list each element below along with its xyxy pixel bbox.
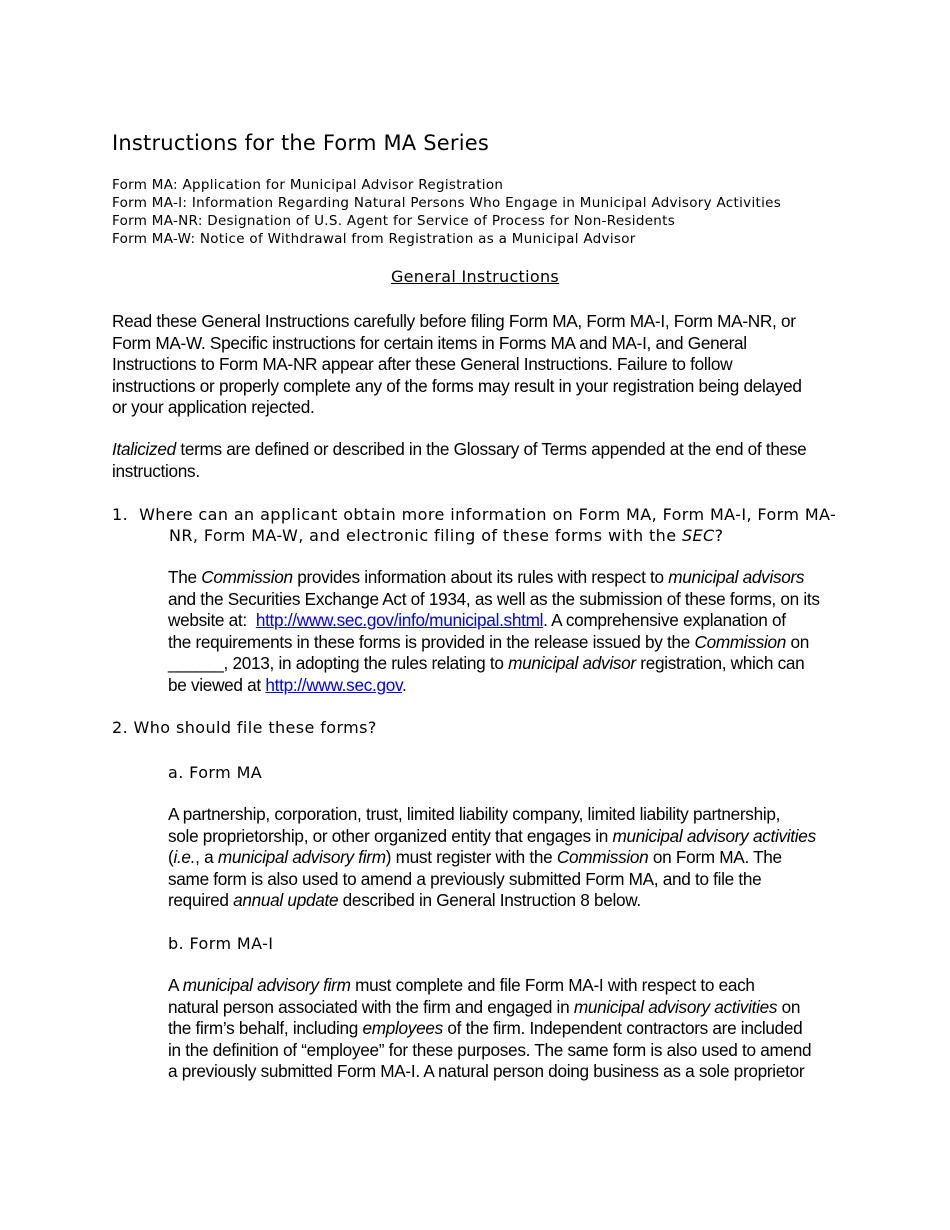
general-instructions-heading-text: General Instructions bbox=[390, 267, 560, 286]
italic-term: municipal advisory firm bbox=[217, 847, 386, 867]
paragraph-line bbox=[168, 975, 838, 997]
paragraph-line: Instructions to Form MA-NR appear after these General Instructions. Failure to follow bbox=[112, 354, 733, 374]
italic-term: SEC bbox=[681, 526, 715, 545]
italic-term: municipal advisory activities bbox=[573, 996, 778, 1017]
italic-term: Commission bbox=[201, 567, 293, 587]
question-line bbox=[112, 525, 842, 546]
text-run: required bbox=[168, 890, 234, 910]
text-run: must complete and file Form MA-I with respect to each bbox=[350, 975, 755, 995]
paragraph-line: or your application rejected. bbox=[112, 397, 315, 417]
form-list-item: Form MA: Application for Municipal Advisor Registration bbox=[112, 177, 504, 193]
text-run: website at: bbox=[168, 610, 252, 630]
paragraph-line bbox=[168, 610, 838, 632]
subheading-form-ma-i: b. Form MA-I bbox=[168, 934, 274, 953]
answer-1 bbox=[168, 567, 838, 696]
question-text: Where can an applicant obtain more information on Form MA, Form MA-I, Form MA- bbox=[139, 505, 837, 524]
document-title: Instructions for the Form MA Series bbox=[112, 131, 490, 155]
paragraph-line bbox=[168, 826, 838, 848]
text-run: ) must register with the bbox=[385, 847, 557, 867]
text-run: of the firm. Independent contractors are included bbox=[442, 1018, 803, 1038]
paragraph-line bbox=[168, 632, 838, 654]
paragraph-line: in the definition of “employee” for these purposes. The same form is also used to amend bbox=[168, 1039, 812, 1060]
paragraph-line bbox=[168, 653, 838, 675]
italics-note-paragraph bbox=[112, 439, 842, 482]
text-run: . A comprehensive explanation of bbox=[543, 610, 786, 630]
paragraph-line bbox=[112, 439, 842, 461]
italic-term: municipal advisors bbox=[668, 567, 805, 587]
paragraph-line bbox=[168, 567, 838, 589]
text-run: on Form MA. The bbox=[648, 847, 782, 867]
paragraph-line: same form is also used to amend a previously submitted Form MA, and to file the bbox=[168, 868, 762, 889]
form-list-item: Form MA-W: Notice of Withdrawal from Registration as a Municipal Advisor bbox=[112, 231, 636, 247]
question-number: 1. bbox=[112, 505, 129, 524]
text-run: ______, 2013, in adopting the rules relating to bbox=[168, 653, 509, 673]
answer-form-ma bbox=[168, 804, 838, 912]
italic-term: municipal advisor bbox=[508, 653, 636, 673]
intro-paragraph bbox=[112, 311, 842, 419]
text-run: registration, which can bbox=[635, 653, 805, 673]
paragraph-line bbox=[168, 675, 838, 697]
paragraph-line: instructions or properly complete any of the forms may result in your registration being delayed bbox=[112, 375, 802, 396]
subheading-form-ma: a. Form MA bbox=[168, 763, 263, 782]
text-run: ? bbox=[714, 526, 724, 545]
italic-term: employees bbox=[362, 1018, 443, 1038]
answer-form-ma-i bbox=[168, 975, 838, 1083]
italic-term: Commission bbox=[556, 847, 649, 867]
text-run: the requirements in these forms is provided in the release issued by the bbox=[168, 631, 695, 652]
text-run: A bbox=[168, 975, 183, 995]
text-run: , a bbox=[195, 847, 218, 867]
form-list bbox=[112, 176, 781, 248]
paragraph-line: instructions. bbox=[112, 460, 200, 481]
text-run: on bbox=[786, 631, 810, 652]
text-run: provides information about its rules with respect to bbox=[292, 567, 669, 587]
paragraph-line: Read these General Instructions carefully before filing Form MA, Form MA-I, Form MA-NR, or bbox=[112, 311, 796, 331]
question-1 bbox=[112, 504, 842, 546]
text-run: The bbox=[168, 567, 202, 587]
italic-term: municipal advisory activities bbox=[612, 825, 816, 846]
italic-term: Italicized bbox=[112, 439, 176, 459]
sec-home-link[interactable]: http://www.sec.gov bbox=[265, 674, 403, 695]
municipal-info-link[interactable]: http://www.sec.gov/info/municipal.shtml bbox=[255, 610, 544, 630]
paragraph-line bbox=[168, 997, 838, 1019]
paragraph-line: A partnership, corporation, trust, limited liability company, limited liability partnership, bbox=[168, 804, 781, 824]
text-run: on bbox=[777, 996, 801, 1017]
text-run: be viewed at bbox=[168, 674, 266, 695]
paragraph-line bbox=[168, 890, 838, 912]
paragraph-line bbox=[168, 847, 838, 869]
paragraph-line: and the Securities Exchange Act of 1934, as well as the submission of these forms, on its bbox=[168, 588, 820, 609]
text-run: . bbox=[402, 674, 407, 695]
paragraph-line: a previously submitted Form MA-I. A natural person doing business as a sole proprietor bbox=[168, 1061, 805, 1081]
text-run: described in General Instruction 8 below. bbox=[338, 890, 641, 910]
italic-term: i.e. bbox=[173, 847, 196, 867]
question-line bbox=[112, 504, 842, 525]
italic-term: annual update bbox=[233, 890, 339, 910]
text-run: sole proprietorship, or other organized entity that engages in bbox=[168, 825, 613, 846]
form-list-item: Form MA-I: Information Regarding Natural Persons Who Engage in Municipal Advisory Activities bbox=[112, 195, 782, 211]
paragraph-line: Form MA-W. Specific instructions for certain items in Forms MA and MA-I, and General bbox=[112, 332, 747, 353]
text-run: terms are defined or described in the Glossary of Terms appended at the end of these bbox=[175, 439, 807, 459]
italic-term: municipal advisory firm bbox=[182, 975, 351, 995]
form-list-item: Form MA-NR: Designation of U.S. Agent for Service of Process for Non-Residents bbox=[112, 213, 676, 229]
text-run: natural person associated with the firm and engaged in bbox=[168, 996, 574, 1017]
paragraph-line bbox=[168, 1018, 838, 1040]
italic-term: Commission bbox=[694, 631, 787, 652]
text-run: NR, Form MA-W, and electronic filing of these forms with the bbox=[169, 526, 682, 545]
text-run: the firm’s behalf, including bbox=[168, 1018, 363, 1038]
general-instructions-heading bbox=[0, 267, 950, 286]
text-run: ( bbox=[168, 847, 174, 867]
question-2: 2. Who should file these forms? bbox=[112, 718, 377, 737]
